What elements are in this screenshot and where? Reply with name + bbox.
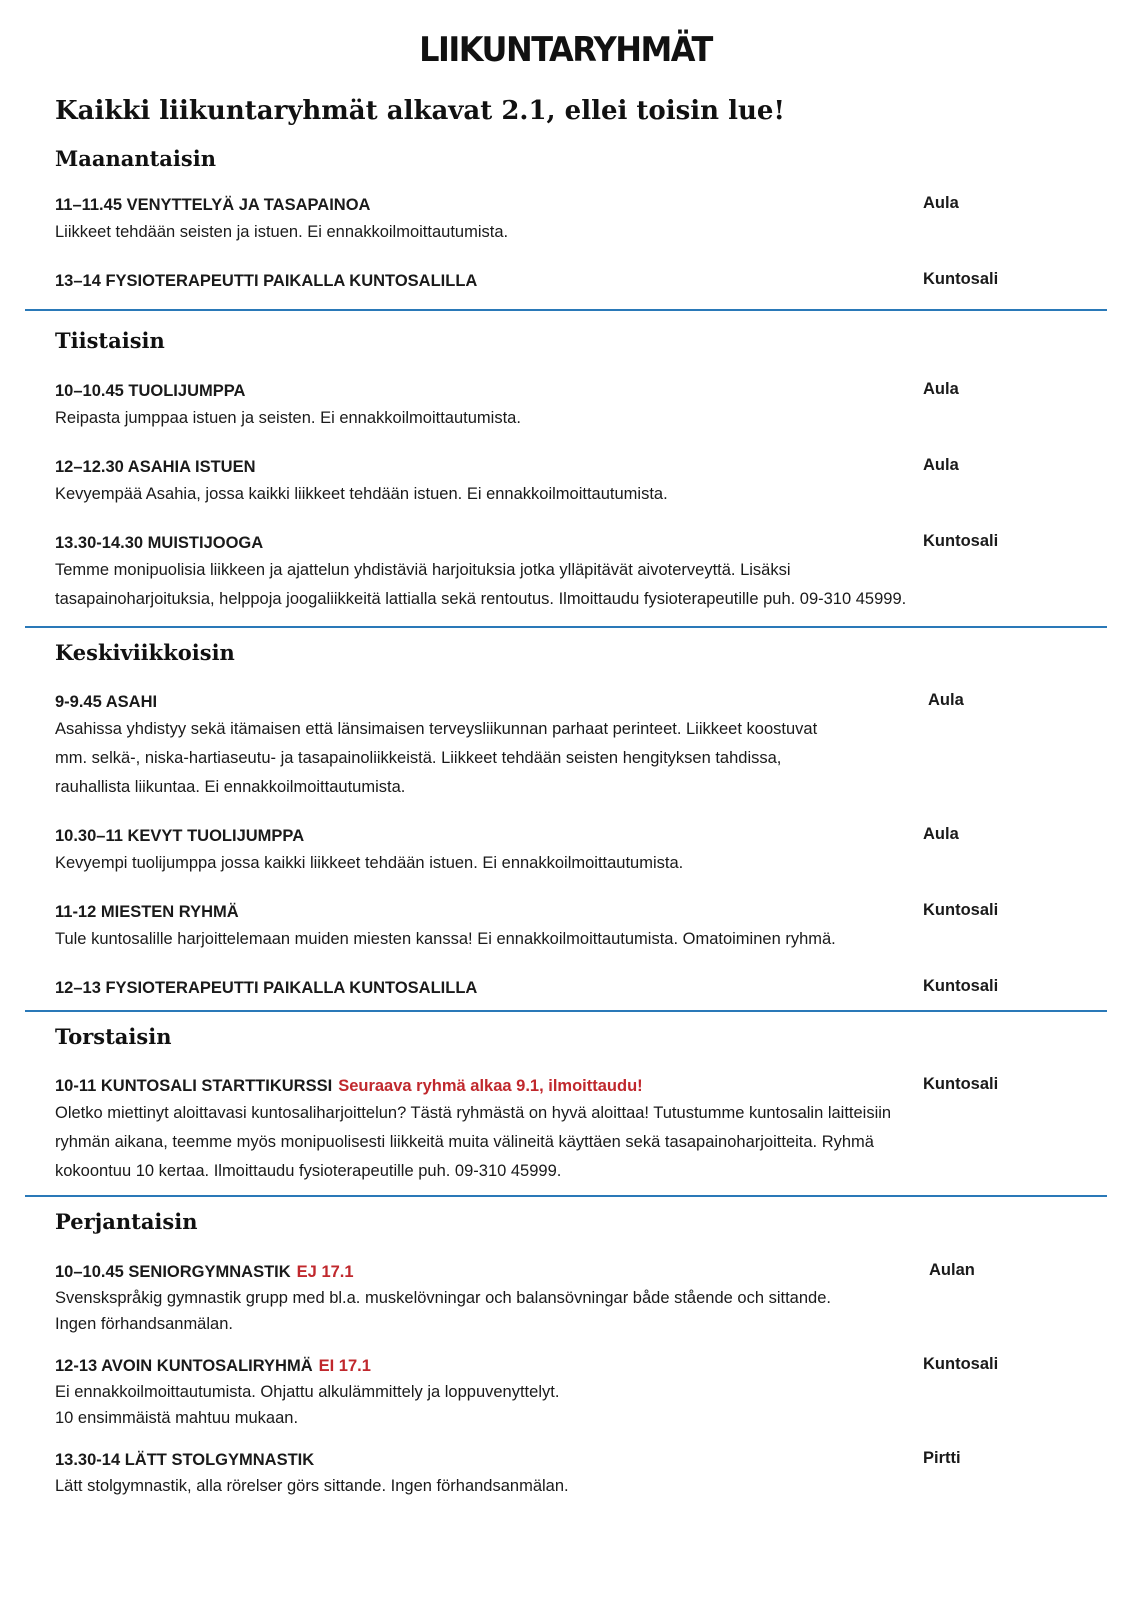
day-heading-thursday: Torstaisin xyxy=(55,1024,172,1049)
item-time-title: 13–14 FYSIOTERAPEUTTI PAIKALLA KUNTOSALILLA xyxy=(55,272,478,290)
item-location: Kuntosali xyxy=(923,977,999,995)
schedule-item xyxy=(55,823,1085,878)
schedule-item xyxy=(55,454,1085,509)
item-time-title: 10–10.45 TUOLIJUMPPA xyxy=(55,382,246,400)
schedule-item xyxy=(55,378,1085,433)
item-description-line: tasapainoharjoituksia, helppoja joogaliikkeitä lattialla sekä rentoutus. Ilmoittaudu fysioterapeutille puh. 09-310 45999. xyxy=(55,590,907,608)
item-time-title: 12-13 AVOIN KUNTOSALIRYHMÄ xyxy=(55,1357,313,1375)
item-location: Kuntosali xyxy=(923,901,999,919)
schedule-item xyxy=(55,899,1085,954)
item-description-line: Ingen förhandsanmälan. xyxy=(55,1315,233,1333)
item-description-line: Liikkeet tehdään seisten ja istuen. Ei ennakkoilmoittautumista. xyxy=(55,223,509,241)
item-note: EI 17.1 xyxy=(318,1357,371,1375)
schedule-item xyxy=(55,975,1085,1001)
item-time-title: 13.30-14.30 MUISTIJOOGA xyxy=(55,534,264,552)
day-heading-tuesday: Tiistaisin xyxy=(55,328,165,353)
item-header xyxy=(55,1073,1085,1099)
item-description-line: kokoontuu 10 kertaa. Ilmoittaudu fysioterapeutille puh. 09-310 45999. xyxy=(55,1162,562,1180)
item-description-line: Kevyempi tuolijumppa jossa kaikki liikkeet tehdään istuen. Ei ennakkoilmoittautumista. xyxy=(55,854,684,872)
item-description-line: Lätt stolgymnastik, alla rörelser görs sittande. Ingen förhandsanmälan. xyxy=(55,1477,569,1495)
item-note: Seuraava ryhmä alkaa 9.1, ilmoittaudu! xyxy=(338,1077,643,1095)
item-time-title: 10.30–11 KEVYT TUOLIJUMPPA xyxy=(55,827,305,845)
item-description-line: Svenskspråkig gymnastik grupp med bl.a. muskelövningar och balansövningar både stående och sittande. xyxy=(55,1289,831,1307)
item-location: Kuntosali xyxy=(923,1355,999,1373)
day-heading-wednesday: Keskiviikkoisin xyxy=(55,640,235,665)
section-divider xyxy=(25,309,1107,311)
day-heading-friday: Perjantaisin xyxy=(55,1209,198,1234)
item-time-title: 11–11.45 VENYTTELYÄ JA TASAPAINOA xyxy=(55,196,371,214)
item-description-line: 10 ensimmäistä mahtuu mukaan. xyxy=(55,1409,299,1427)
item-time-title: 12–13 FYSIOTERAPEUTTI PAIKALLA KUNTOSALILLA xyxy=(55,979,478,997)
item-time-title: 10–10.45 SENIORGYMNASTIK xyxy=(55,1263,291,1281)
item-time-title: 10-11 KUNTOSALI STARTTIKURSSI xyxy=(55,1077,333,1095)
section-divider xyxy=(25,1195,1107,1197)
schedule-item xyxy=(55,530,1085,614)
item-header xyxy=(55,192,1085,218)
item-time-title: 9-9.45 ASAHI xyxy=(55,693,158,711)
item-header xyxy=(55,823,1085,849)
item-description-line: Tule kuntosalille harjoittelemaan muiden miesten kanssa! Ei ennakkoilmoittautumista. Omatoiminen ryhmä. xyxy=(55,930,836,948)
schedule-item xyxy=(55,192,1085,247)
day-heading-monday: Maanantaisin xyxy=(55,146,216,171)
item-header xyxy=(55,1353,1085,1379)
item-header xyxy=(55,689,1085,715)
item-description-line: Asahissa yhdistyy sekä itämaisen että länsimaisen terveysliikunnan parhaat perinteet. Liikkeet koostuvat xyxy=(55,720,818,738)
item-location: Kuntosali xyxy=(923,532,999,550)
item-description-line: Temme monipuolisia liikkeen ja ajattelun yhdistäviä harjoituksia jotka ylläpitävät aivoterveyttä. Lisäksi xyxy=(55,561,791,579)
section-divider xyxy=(25,626,1107,628)
item-header xyxy=(55,975,1085,1001)
schedule-item xyxy=(55,268,1085,294)
item-description-line: rauhallista liikuntaa. Ei ennakkoilmoittautumista. xyxy=(55,778,406,796)
schedule-item xyxy=(55,689,1085,802)
item-description-line: mm. selkä-, niska-hartiaseutu- ja tasapainoliikkeistä. Liikkeet tehdään seisten hengityksen tahdissa, xyxy=(55,749,782,767)
item-header xyxy=(55,1447,1085,1473)
item-header xyxy=(55,268,1085,294)
item-location: Aula xyxy=(923,456,959,474)
item-description-line: Ei ennakkoilmoittautumista. Ohjattu alkulämmittely ja loppuvenyttelyt. xyxy=(55,1383,560,1401)
item-time-title: 13.30-14 LÄTT STOLGYMNASTIK xyxy=(55,1451,315,1469)
schedule-item xyxy=(55,1447,1085,1499)
item-header xyxy=(55,530,1085,556)
item-description-line: Kevyempää Asahia, jossa kaikki liikkeet tehdään istuen. Ei ennakkoilmoittautumista. xyxy=(55,485,668,503)
schedule-item xyxy=(55,1259,1085,1337)
item-time-title: 12–12.30 ASAHIA ISTUEN xyxy=(55,458,256,476)
item-description-line: Oletko miettinyt aloittavasi kuntosaliharjoittelun? Tästä ryhmästä on hyvä aloittaa! Tutustumme kuntosalin laitteisiin xyxy=(55,1104,892,1122)
item-description-line: Reipasta jumppaa istuen ja seisten. Ei ennakkoilmoittautumista. xyxy=(55,409,521,427)
item-note: EJ 17.1 xyxy=(296,1263,354,1281)
item-location: Aula xyxy=(923,825,959,843)
item-header xyxy=(55,1259,1085,1285)
item-location: Aulan xyxy=(929,1261,975,1279)
schedule-item xyxy=(55,1073,1085,1186)
page-subtitle: Kaikki liikuntaryhmät alkavat 2.1, ellei toisin lue! xyxy=(55,96,785,126)
section-divider xyxy=(25,1010,1107,1012)
item-header xyxy=(55,378,1085,404)
page-title: LIIKUNTARYHMÄT xyxy=(419,30,712,70)
schedule-item xyxy=(55,1353,1085,1431)
item-header xyxy=(55,899,1085,925)
item-location: Aula xyxy=(923,194,959,212)
item-location: Aula xyxy=(923,380,959,398)
item-location: Kuntosali xyxy=(923,1075,999,1093)
item-location: Pirtti xyxy=(923,1449,961,1467)
item-time-title: 11-12 MIESTEN RYHMÄ xyxy=(55,903,239,921)
item-header xyxy=(55,454,1085,480)
item-location: Aula xyxy=(928,691,964,709)
item-location: Kuntosali xyxy=(923,270,999,288)
item-description-line: ryhmän aikana, teemme myös monipuolisesti liikkeitä muita välineitä käyttäen sekä tasapainoharjoitteita. Ryhmä xyxy=(55,1133,874,1151)
